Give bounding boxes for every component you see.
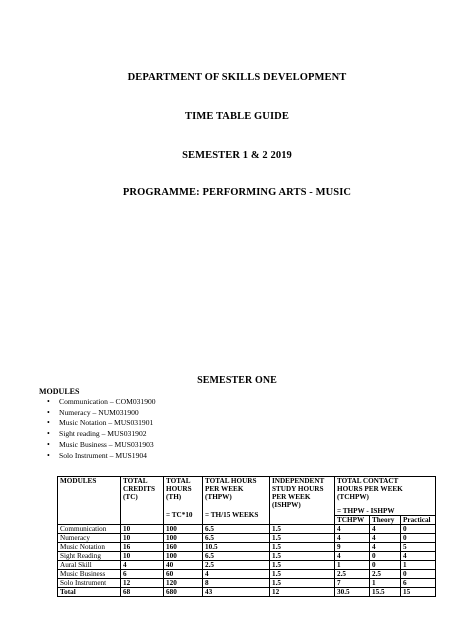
cell-theory: 2.5 <box>370 570 401 579</box>
semester-one-title: SEMESTER ONE <box>197 375 277 386</box>
cell-tchpw: 4 <box>335 534 370 543</box>
bullet-icon: • <box>47 407 50 417</box>
cell-tchpw: 1 <box>335 561 370 570</box>
cell-tc: 12 <box>121 579 164 588</box>
bullet-icon: • <box>47 418 50 428</box>
cell-thpw: 2.5 <box>203 561 270 570</box>
module-item-label: Numeracy – NUM031900 <box>59 407 139 417</box>
table-row <box>58 561 436 570</box>
cell-ishpw: 12 <box>270 588 335 597</box>
cell-practical: 1 <box>401 561 436 570</box>
header-modules: MODULES <box>58 477 121 525</box>
cell-tchpw: 7 <box>335 579 370 588</box>
list-item <box>44 418 156 429</box>
header-independent-study: INDEPENDENT STUDY HOURS PER WEEK (ISHPW) <box>270 477 335 525</box>
header-total-credits: TOTAL CREDITS (TC) <box>121 477 164 525</box>
cell-tc: 10 <box>121 552 164 561</box>
module-item-label: Music Business – MUS031903 <box>59 439 154 449</box>
cell-thpw: 43 <box>203 588 270 597</box>
table-row <box>58 534 436 543</box>
semester-heading: SEMESTER 1 & 2 2019 <box>182 150 292 161</box>
modules-label: MODULES <box>39 387 80 396</box>
cell-module: Total <box>58 588 121 597</box>
bullet-icon: • <box>47 397 50 406</box>
cell-ishpw: 1.5 <box>270 552 335 561</box>
module-item-label: Sight reading – MUS031902 <box>59 429 147 439</box>
cell-theory: 4 <box>370 543 401 552</box>
subheader-practical: Practical <box>401 516 436 525</box>
cell-th: 100 <box>164 534 203 543</box>
cell-ishpw: 1.5 <box>270 525 335 534</box>
cell-module: Music Notation <box>58 543 121 552</box>
table-row <box>58 579 436 588</box>
table-row <box>58 570 436 579</box>
list-item <box>44 451 156 462</box>
cell-module: Sight Reading <box>58 552 121 561</box>
cell-practical: 0 <box>401 570 436 579</box>
list-item <box>44 397 156 408</box>
module-item-label: Communication – COM031900 <box>59 397 156 406</box>
table-header-row <box>58 477 436 516</box>
cell-thpw: 4 <box>203 570 270 579</box>
cell-tchpw: 9 <box>335 543 370 552</box>
cell-theory: 4 <box>370 525 401 534</box>
cell-theory: 0 <box>370 561 401 570</box>
cell-tchpw: 4 <box>335 525 370 534</box>
bullet-icon: • <box>47 429 50 439</box>
table-row <box>58 525 436 534</box>
cell-module: Communication <box>58 525 121 534</box>
cell-theory: 1 <box>370 579 401 588</box>
cell-ishpw: 1.5 <box>270 570 335 579</box>
cell-practical: 4 <box>401 552 436 561</box>
subheader-tchpw: TCHPW <box>335 516 370 525</box>
module-item-label: Solo Instrument – MUS1904 <box>59 450 147 460</box>
list-item <box>44 440 156 451</box>
cell-thpw: 8 <box>203 579 270 588</box>
bullet-icon: • <box>47 439 50 449</box>
cell-tchpw: 2.5 <box>335 570 370 579</box>
cell-theory: 4 <box>370 534 401 543</box>
cell-practical: 0 <box>401 534 436 543</box>
cell-tc: 10 <box>121 534 164 543</box>
list-item <box>44 429 156 440</box>
cell-practical: 15 <box>401 588 436 597</box>
cell-tc: 10 <box>121 525 164 534</box>
list-item <box>44 408 156 419</box>
table-row <box>58 552 436 561</box>
cell-th: 120 <box>164 579 203 588</box>
header-total-hours-per-week: TOTAL HOURS PER WEEK (THPW) = TH/15 WEEKS <box>203 477 270 525</box>
department-heading: DEPARTMENT OF SKILLS DEVELOPMENT <box>127 72 347 83</box>
cell-tc: 4 <box>121 561 164 570</box>
cell-th: 680 <box>164 588 203 597</box>
table-row <box>58 543 436 552</box>
cell-practical: 0 <box>401 525 436 534</box>
cell-module: Solo Instrument <box>58 579 121 588</box>
programme-heading: PROGRAMME: PERFORMING ARTS - MUSIC <box>122 187 352 198</box>
cell-ishpw: 1.5 <box>270 561 335 570</box>
subheader-theory: Theory <box>370 516 401 525</box>
cell-tc: 16 <box>121 543 164 552</box>
guide-heading: TIME TABLE GUIDE <box>185 111 289 122</box>
module-item-label: Music Notation – MUS031901 <box>59 418 154 428</box>
timetable <box>57 476 436 597</box>
cell-ishpw: 1.5 <box>270 543 335 552</box>
header-total-hours: TOTAL HOURS (TH) = TC*10 <box>164 477 203 525</box>
cell-tchpw: 4 <box>335 552 370 561</box>
cell-module: Numeracy <box>58 534 121 543</box>
cell-thpw: 6.5 <box>203 552 270 561</box>
cell-tc: 68 <box>121 588 164 597</box>
cell-module: Aural Skill <box>58 561 121 570</box>
cell-th: 100 <box>164 552 203 561</box>
cell-th: 100 <box>164 525 203 534</box>
cell-th: 160 <box>164 543 203 552</box>
cell-thpw: 6.5 <box>203 534 270 543</box>
cell-tc: 6 <box>121 570 164 579</box>
cell-practical: 5 <box>401 543 436 552</box>
cell-th: 40 <box>164 561 203 570</box>
cell-module: Music Business <box>58 570 121 579</box>
cell-ishpw: 1.5 <box>270 579 335 588</box>
cell-practical: 6 <box>401 579 436 588</box>
cell-tchpw: 30.5 <box>335 588 370 597</box>
cell-ishpw: 1.5 <box>270 534 335 543</box>
cell-theory: 15.5 <box>370 588 401 597</box>
table-total-row <box>58 588 436 597</box>
modules-list <box>44 397 156 461</box>
header-total-contact: TOTAL CONTACT HOURS PER WEEK (TCHPW) = THPW - ISHPW <box>335 477 436 516</box>
cell-theory: 0 <box>370 552 401 561</box>
cell-th: 60 <box>164 570 203 579</box>
cell-thpw: 6.5 <box>203 525 270 534</box>
cell-thpw: 10.5 <box>203 543 270 552</box>
bullet-icon: • <box>47 450 50 460</box>
